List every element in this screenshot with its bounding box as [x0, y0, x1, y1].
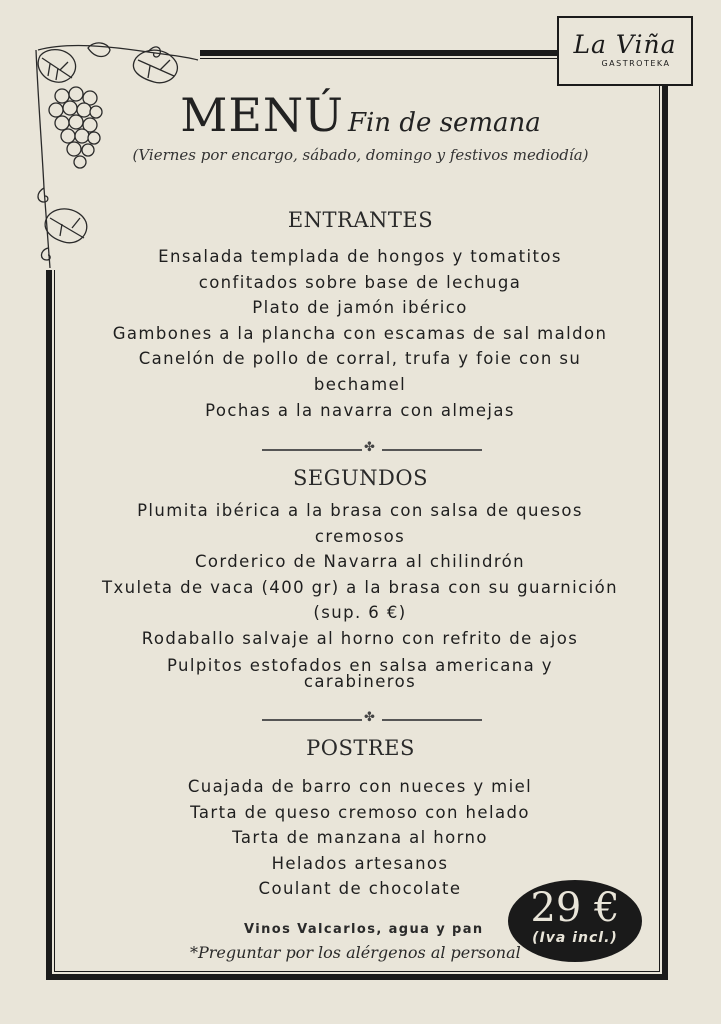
fleuron-ornament-icon: ✤	[364, 440, 375, 455]
brand-logo	[557, 16, 693, 86]
list-item: Helados artesanos	[271, 853, 449, 873]
menu-subtitle: (Viernes por encargo, sábado, domingo y festivos mediodía)	[132, 146, 589, 164]
section-title-entrantes: ENTRANTES	[287, 208, 434, 232]
list-item: cremosos	[314, 526, 406, 546]
title-script: Fin de semana	[347, 108, 541, 138]
list-item: Pulpitos estofados en salsa americana y	[167, 655, 553, 675]
list-item: Coulant de chocolate	[258, 879, 462, 899]
menu-title	[0, 88, 721, 142]
divider-line-right	[382, 719, 482, 721]
list-item: Plato de jamón ibérico	[252, 298, 468, 318]
list-item: Pochas a la navarra con almejas	[205, 400, 515, 420]
price-value: 29 €	[530, 885, 620, 931]
list-item: Ensalada templada de hongos y tomatitos	[158, 247, 562, 266]
list-item: bechamel	[313, 374, 407, 394]
list-item: (sup. 6 €)	[313, 603, 407, 623]
list-item: Tarta de manzana al horno	[232, 828, 488, 848]
wine-note: Vinos Valcarlos, agua y pan	[244, 922, 484, 937]
brand-name: La Viña	[573, 30, 677, 59]
list-item: Corderico de Navarra al chilindrón	[194, 552, 526, 572]
list-item: Rodaballo salvaje al horno con refrito de ajos	[141, 628, 579, 648]
list-item: confitados sobre base de lechuga	[198, 272, 522, 292]
segundos-list	[90, 498, 630, 690]
list-item: Tarta de queso cremoso con helado	[190, 802, 530, 822]
list-item: Txuleta de vaca (400 gr) a la brasa con su guarnición	[102, 577, 618, 597]
section-divider	[262, 440, 482, 456]
divider-line-left	[262, 449, 362, 451]
brand-tagline: GASTROTEKA	[601, 59, 671, 68]
price-note: (Iva incl.)	[532, 930, 618, 946]
allergen-note: *Preguntar por los alérgenos al personal	[190, 943, 521, 962]
divider-line-right	[382, 449, 482, 451]
title-main: MENÚ	[180, 88, 344, 142]
entrantes-list	[90, 244, 630, 423]
section-title-postres: POSTRES	[306, 736, 415, 760]
list-item: Cuajada de barro con nueces y miel	[187, 777, 533, 796]
fleuron-ornament-icon: ✤	[364, 710, 375, 725]
list-item: Gambones a la plancha con escamas de sal maldon	[112, 323, 608, 343]
price-badge	[508, 880, 642, 962]
section-title-segundos: SEGUNDOS	[292, 466, 428, 490]
divider-line-left	[262, 719, 362, 721]
list-item: Canelón de pollo de corral, trufa y foie con su	[138, 349, 582, 369]
section-divider	[262, 710, 482, 726]
list-item: Plumita ibérica a la brasa con salsa de quesos	[137, 501, 583, 520]
list-item: carabineros	[303, 671, 417, 691]
